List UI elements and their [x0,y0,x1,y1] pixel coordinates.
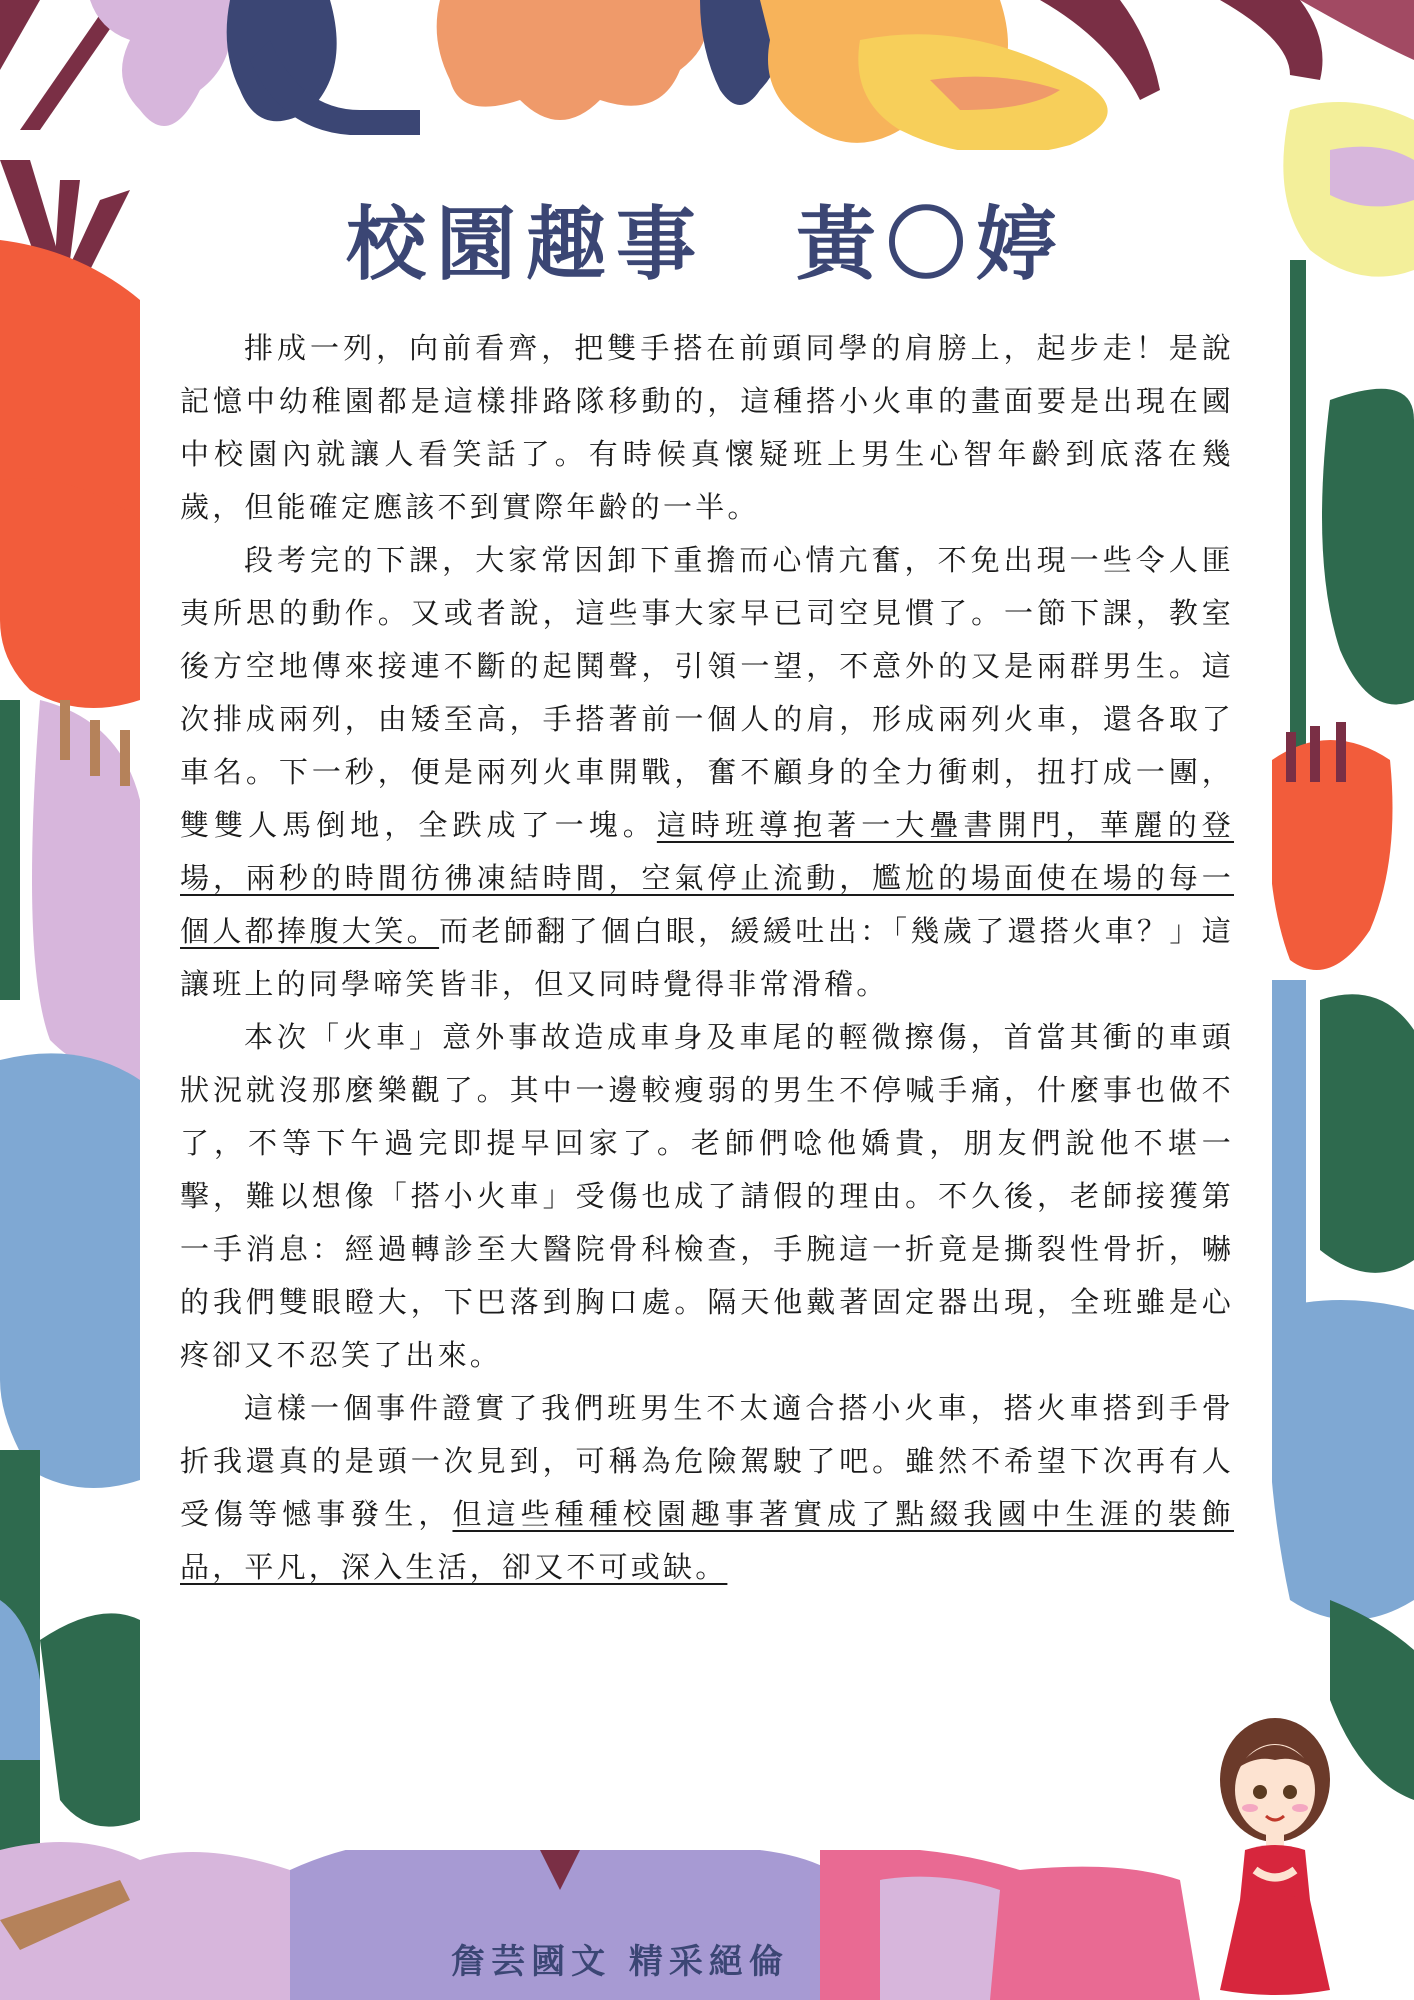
underlined-text: 這時班導抱著一大疊書開門，華麗的登場，兩秒的時間彷彿凍結時間，空氣停止流動，尷尬的場面使在場的每一個人都捧腹大笑。 [180,808,1234,948]
paragraph-text: 而老師翻了個白眼，緩緩吐出：「幾歲了還搭火車？」這讓班上的同學啼笑皆非，但又同時覺得非常滑稽。 [180,914,1234,1001]
left-flowers [0,160,140,1900]
paragraph-text: 段考完的下課，大家常因卸下重擔而心情亢奮，不免出現一些令人匪夷所思的動作。又或者說，這些事大家早已司空見慣了。一節下課，教室後方空地傳來接連不斷的起鬨聲，引領一望，不意外的又是兩群男生。這次排成兩列，由矮至高，手搭著前一個人的肩，形成兩列火車，還各取了車名。下一秒，便是兩列火車開戰，奮不顧身的全力衝刺，扭打成一團，雙雙人馬倒地，全跌成了一塊。 [180,543,1234,842]
right-flowers [1268,102,1414,1800]
paragraph-text: 本次「火車」意外事故造成車身及車尾的輕微擦傷，首當其衝的車頭狀況就沒那麼樂觀了。其中一邊較瘦弱的男生不停喊手痛，什麼事也做不了，不等下午過完即提早回家了。老師們唸他嬌貴，朋友們說他不堪一擊，難以想像「搭小火車」受傷也成了請假的理由。不久後，老師接獲第一手消息：經過轉診至大醫院骨科檢查，手腕這一折竟是撕裂性骨折，嚇的我們雙眼瞪大，下巴落到胸口處。隔天他戴著固定器出現，全班雖是心疼卻又不忍笑了出來。 [180,1020,1234,1372]
footer-signature: 詹芸國文 精采絕倫 [451,1942,789,1982]
underlined-text: 但這些種種校園趣事著實成了點綴我國中生涯的裝飾品，平凡，深入生活，卻又不可或缺。 [180,1497,1234,1584]
page-title: 校園趣事 黃〇婷 [346,198,1066,291]
article-body [180,322,1234,1594]
top-flowers [0,0,1414,155]
paragraph [180,322,1234,534]
paragraph [180,534,1234,1011]
girl-avatar-illustration [1200,1700,1350,2000]
paragraph-text: 這樣一個事件證實了我們班男生不太適合搭小火車，搭火車搭到手骨折我還真的是頭一次見到，可稱為危險駕駛了吧。雖然不希望下次再有人受傷等憾事發生， [180,1391,1234,1531]
paragraph [180,1011,1234,1382]
paragraph [180,1382,1234,1594]
paragraph-text: 排成一列，向前看齊，把雙手搭在前頭同學的肩膀上，起步走！是說記憶中幼稚園都是這樣排路隊移動的，這種搭小火車的畫面要是出現在國中校園內就讓人看笑話了。有時候真懷疑班上男生心智年齡到底落在幾歲，但能確定應該不到實際年齡的一半。 [180,331,1234,524]
